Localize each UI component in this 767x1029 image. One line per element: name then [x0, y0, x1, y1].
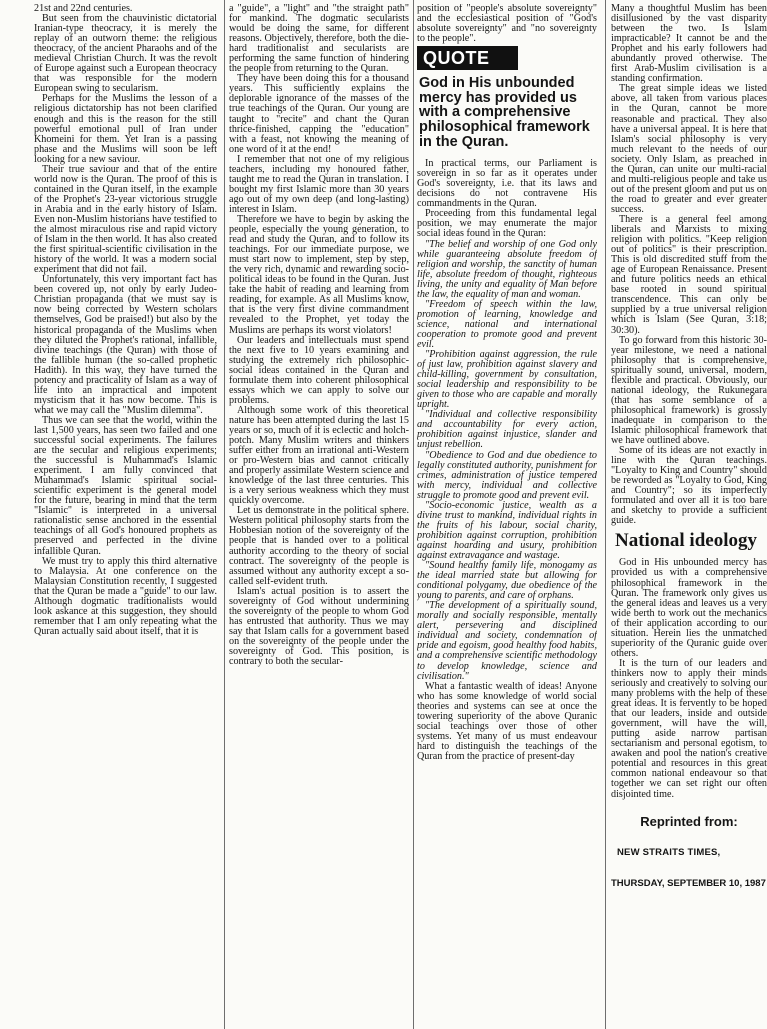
article-column-2: [229, 4, 409, 667]
paragraph: In practical terms, our Parliament is sovereign in so far as it operates under God's sovereignty, i.e. that its laws and decisions do not contravene His commandments in the Quran.: [417, 158, 597, 210]
publication-date: THURSDAY, SEPTEMBER 10, 1987: [611, 877, 766, 889]
paragraph: "Prohibition against aggression, the rule of just law, prohibition against slavery and child-killing, government by consultation, social leadership and responsibility to be given to those who are capable and morally upright.: [417, 349, 597, 411]
paragraph: Our leaders and intellectuals must spend the next five to 10 years examining and studying the extremely rich philosophic-social ideas contained in the Quran and formulate them into coherent philosophical essays which we can apply to solve our problems.: [229, 334, 409, 406]
article-column-3: [417, 4, 597, 762]
quote-label: QUOTE: [417, 46, 518, 70]
paragraph: It is the turn of our leaders and thinkers now to apply their minds seriously and creatively to solving our many problems with the help of these great ideas. It is fervently to be hoped that our leaders, inside and outside government, will have the will, putting aside narrow partisan sectarianism and personal egotism, to awaken and pool the nation's creative potential and resources in this great common national endeavour so that together we can set right our often disjointed time.: [611, 657, 767, 800]
paragraph: Although some work of this theoretical nature has been attempted during the last 15 years or so, much of it is eclectic and holch-potch. Many Muslim writers and thinkers suffer either from an irrational anti-Western or pro-Western bias and cannot critically and properly assimilate Western science and knowledge of the last three centuries. This is a very serious weakness which they must quickly overcome.: [229, 404, 409, 507]
paragraph: The great simple ideas we listed above, all taken from various places in the Quran, cannot be more reasonable and practical. They also have a universal appeal. It is here that Islam's social philosophy is very much relevant to the needs of our society. Only Islam, as preached in the Quran, can unite our multi-racial and multi-religious people and take us out of the present gloom and put us on the road to greater and ever greater success.: [611, 83, 767, 215]
column-rule: [605, 0, 606, 1029]
paragraph: They have been doing this for a thousand years. This sufficiently explains the deplorable ignorance of the masses of the true teachings of the Quran. Our young are taught to "recite" and chant the Quran thrice-finished, capping the "education" with a feast, not knowing the meaning of one word of it at the end!: [229, 73, 409, 155]
paragraph: Therefore we have to begin by asking the people, especially the young generation, to read and study the Quran, and to follow its teachings. For our immediate purpose, we must start now to implement, step by step, the very rich, dynamic and rewarding socio-political ideas to be found in the Quran. Just take the habit of reading and learning from reading, for example. As all Muslims know, that is the very first divine commandment revealed to the Prophet, yet today the Muslims are perhaps its worst violators!: [229, 213, 409, 336]
paragraph: Islam's actual position is to assert the sovereignty of God without undermining the sovereignty of the people to whom God has entrusted that authority. Thus we may say that Islam calls for a government based on the sovereignty of the people under the sovereignty of God. This position, is contrary to both the secular-: [229, 585, 409, 668]
column-rule: [413, 0, 414, 1029]
article-column-1: [34, 4, 217, 637]
paragraph: Some of its ideas are not exactly in line with the Quran teachings. "Loyalty to King and Country" should be reworded as "Loyalty to God, King and Country"; so its imperfectly formulated and over all it is too bare and sketchy to provide a sufficient guide.: [611, 445, 767, 527]
paragraph: "Socio-economic justice, wealth as a divine trust to mankind, individual rights in the fruits of his labour, social charity, prohibition against corruption, prohibition against hoarding and usury, prohibition against extravagance and wastage.: [417, 499, 597, 561]
paragraph: "Obedience to God and due obedience to legally constituted authority, punishment for crimes, administration of justice tempered with mercy, individual and collective struggle to promote good and prevent evil.: [417, 449, 597, 501]
paragraph: I remember that not one of my religious teachers, including my honoured father, taught me to read the Quran in translation. I bought my first Islamic more than 30 years ago out of my own deep (and long-lasting) interest in Islam.: [229, 153, 409, 215]
column-rule: [224, 0, 225, 1029]
paragraph: Proceeding from this fundamental legal position, we may enumerate the major social ideas found in the Quran:: [417, 208, 597, 240]
paragraph: Perhaps for the Muslims the lesson of a religious dictatorship has not been clarified enough and this is the reason for the still powerful emotional pull of Iran under Khomeini for them. Yet Iran is a passing phase and the Muslims will soon be left looking for a new saviour.: [34, 93, 217, 165]
reprint-label: Reprinted from:: [640, 813, 738, 829]
article-column-4: [611, 4, 767, 889]
paragraph: There is a general feel among liberals and Marxists to mixing religion with politics. "Keep religion out of politics" is their prescription. This is old discredited stuff from the age of European Renaissance. Present and future politics needs an ethical base rooted in sound spiritual transcendence. This can only be supplied by a true universal religion which is Islam (See Quran, 3:18; 30:30).: [611, 213, 767, 336]
paragraph: "Individual and collective responsibility and accountability for every action, prohibition against injustice, slander and unjust rebellion.: [417, 409, 597, 451]
paragraph: 21st and 22nd centuries.: [34, 4, 133, 14]
quote-text: God in His unbounded mercy has provided us with a comprehensive philosophical framework in the Quran.: [419, 75, 590, 150]
paragraph: Many a thoughtful Muslim has been disillusioned by the vast disparity between the two. Is Islam impracticable? It cannot be and the Prophet and his early followers had abundantly proved otherwise. The first Arab-Muslim civilisation is a standing confirmation.: [611, 4, 767, 85]
paragraph: Unfortunately, this very important fact has been covered up, not only by early Judeo-Christian propaganda (that we must say is now being corrected by Western scholars themselves, God be praised!) but also by the historical propaganda of the Muslims when they diluted the Prophet's rational, infallible, divine teachings (the Quran) with those of the fallible human (the so-called prophetic Hadith). In this way, they have turned the potency and practicality of Islam as a way of life into an impractical and impotent mysticism that it has now become. This is what we may call the "Muslim dilemma".: [34, 274, 217, 416]
section-subheading: National ideology: [615, 530, 757, 552]
publication-name: NEW STRAITS TIMES,: [617, 846, 721, 858]
paragraph: "Sound healthy family life, monogamy as the ideal married state but allowing for conditional polygamy, due obedience of the young to parents, and care of orphans.: [417, 560, 597, 602]
paragraph: "Freedom of speech within the law, promotion of learning, knowledge and science, national and international cooperation to promote good and prevent evil.: [417, 298, 597, 350]
paragraph: position of "people's absolute sovereignty" and the ecclesiastical position of "God's absolute sovereignty" and "no sovereignty to the people".: [417, 4, 597, 45]
paragraph: "The belief and worship of one God only while guaranteeing absolute freedom of religion and worship, the sanctity of human life, absolute freedom of thought, righteous living, the unity and equality of Man before the law, the equality of man and woman.: [417, 238, 597, 300]
paragraph: God in His unbounded mercy has provided us with a comprehensive philosophical framework in the Quran. The framework only gives us the general ideas and leaves us a very wide berth to work out the mechanics of their application according to our situation. Herein lies the unmatched superiority of the Quranic guide over others.: [611, 557, 767, 659]
paragraph: Let us demonstrate in the political sphere. Western political philosophy starts from the Hobbesian notion of the sovereignty of the people that is handed over to a political authority according to the theory of social contract. The sovereignty of the people is assumed without any authority except a so-called self-evident truth.: [229, 505, 409, 587]
paragraph: a "guide", a "light" and "the straight path" for mankind. The dogmatic secularists would be doing the same, for different reasons. Objectively, therefore, both the die-hard traditionalist and secularists are performing the same function of hindering the people from returning to the Quran.: [229, 4, 409, 75]
pull-quote: [417, 44, 597, 149]
reprint-credit: [611, 814, 767, 889]
paragraph: To go forward from this historic 30-year milestone, we need a national philosophy that is comprehensive, spiritually sound, universal, modern, flexible and practical. Obviously, our national ideology, the Rukunegara (that has some semblance of a philosophical framework) is grossly inadequate in comparison to the Islamic philosophical framework that we have outlined above.: [611, 334, 767, 447]
paragraph: But seen from the chauvinistic dictatorial Iranian-type theocracy, it is merely the replay of an outworn theme: the religious theocracy, of the ancient Pharaohs and of the medieval Christian Church. It was the revolt of Europe against such a European theocracy that was responsible for the modern European swing to secularism.: [34, 13, 217, 95]
paragraph: Their true saviour and that of the entire world now is the Quran. The proof of this is contained in the Quran itself, in the example of the Prophet's 23-year victorious struggle in Arabia and in the early history of Islam. Even non-Muslim historians have testified to the almost miraculous rise and rapid victory of Islam in the then world. It has also created the first spiritual-scientific civilisation in the history of the world. It was a modern social experiment that did not fail.: [34, 163, 217, 276]
paragraph: What a fantastic wealth of ideas! Anyone who has some knowledge of world social theories and systems can see at once the towering superiority of the above Quranic social teachings over those of other systems. Yet many of us must endeavour hard to distinguish the teachings of the Quran from the practice of present-day: [417, 680, 597, 762]
paragraph: "The development of a spiritually sound, morally and socially responsible, mentally alert, persevering and disciplined individual and society, condemnation of pride and egoism, good healthy food habits, and a comprehensive scientific methodology to develop knowledge, science and civilisation.": [417, 600, 597, 682]
paragraph: We must try to apply this third alternative to Malaysia. At one conference on the Malaysian Constitution recently, I suggested that the Quran be made a "guide" to our law. Although dogmatic traditionalists would look askance at this suggestion, they should remember that I am only repeating what the Quran actually said about itself, that it is: [34, 555, 217, 637]
paragraph: Thus we can see that the world, within the last 1,500 years, has seen two failed and one successful social experiments. The failures are the secular and religious experiments; the successful is Muhammad's Islamic experiment. I am fully convinced that Muhammad's Islamic spiritual social-scientific experiment is the general model for the future, bearing in mind that the term "Islamic" is interpreted in a universal rationalistic sense anchored in the essential teachings of all God's honoured prophets as preserved and perfected in the divine infallible Quran.: [34, 414, 217, 557]
